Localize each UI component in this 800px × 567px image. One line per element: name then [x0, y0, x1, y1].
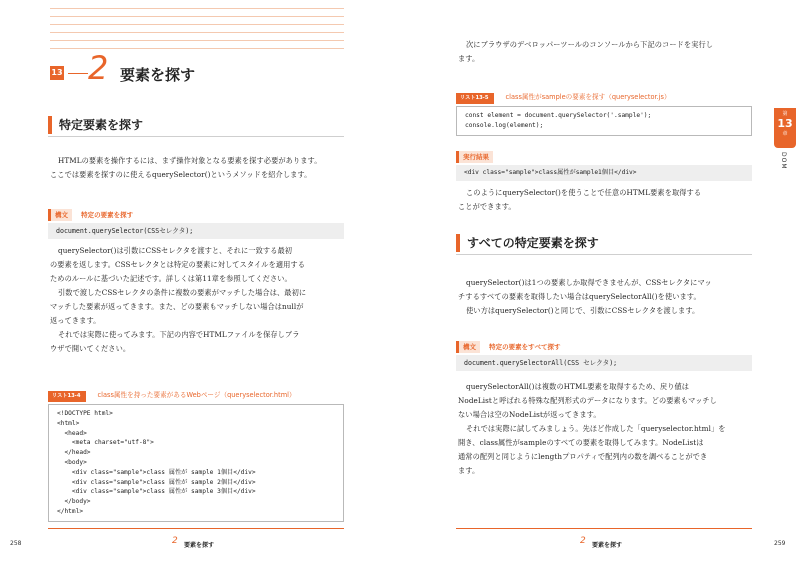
listing-label: リスト13-5: [456, 93, 494, 104]
text-line: querySelector()は1つの要素しか取得できませんが、CSSセレクタにマッ: [466, 278, 712, 287]
code-listing: [456, 84, 752, 136]
footer-section-number: 2: [172, 536, 178, 546]
text-line: マッチした要素が返ってきます。また、どの要素もマッチしない場合はnullが: [50, 302, 304, 311]
listing-code: [48, 404, 344, 522]
header-rule: [50, 40, 344, 41]
header-rule: [50, 8, 344, 9]
paragraph: [458, 186, 758, 214]
paragraph: [50, 244, 350, 356]
code-line: <body>: [57, 458, 87, 466]
text-line: querySelectorAll()は複数のHTML要素を取得するため、戻り値は: [466, 382, 690, 391]
code-line: console.log(element);: [465, 121, 544, 129]
footer-rule: [456, 528, 752, 529]
paragraph: [458, 276, 758, 318]
text-line: 使い方はquerySelector()と同じで、引数にCSSセレクタを渡します。: [466, 306, 700, 315]
text-line: このようにquerySelector()を使うことで任意のHTML要素を取得する: [466, 188, 702, 197]
code-line: <div class="sample">class 属性が sample 1個目</div>: [57, 468, 256, 476]
page-number: 258: [10, 540, 22, 547]
section-rule: [456, 254, 752, 255]
paragraph: [458, 380, 758, 478]
text-line: ます。: [458, 466, 480, 475]
text-line: それでは実際に試してみましょう。先ほど作成した「queryselector.html」を: [466, 424, 726, 433]
section-rule: [48, 136, 344, 137]
text-line: 開き、class属性がsampleのすべての要素を取得してみます。NodeListは: [458, 438, 704, 447]
header-rule: [50, 16, 344, 17]
text-line: ウザで開いてください。: [50, 344, 131, 353]
chapter-side-label: DOM: [780, 152, 787, 170]
code-line: <html>: [57, 419, 80, 427]
text-line: それでは実際に使ってみます。下記の内容でHTMLファイルを保存しブラ: [58, 330, 300, 339]
code-line: </head>: [57, 449, 91, 457]
page-number: 259: [774, 540, 786, 547]
paragraph: [458, 38, 758, 66]
text-line: 次にブラウザのデベロッパーツールのコンソールから下記のコードを実行し: [466, 40, 714, 49]
syntax-tag: 構文: [456, 341, 480, 353]
text-line: ます。: [458, 54, 480, 63]
text-line: チするすべての要素を取得したい場合はquerySelectorAll()を使います。: [458, 292, 701, 301]
text-line: ためのルールに基づいた記述です。詳しくは第11章を参照してください。: [50, 274, 292, 283]
result-code: <div class="sample">class属性がsample1個目</div>: [456, 165, 752, 181]
code-line: <!DOCTYPE html>: [57, 410, 113, 417]
code-line: <div class="sample">class 属性が sample 2個目</div>: [57, 478, 256, 486]
footer-rule: [48, 528, 344, 529]
code-listing: [48, 382, 344, 522]
text-line: 通常の配列と同じようにlengthプロパティで配列内の数を調べることができ: [458, 452, 708, 461]
chapter-tab: [774, 108, 796, 148]
text-line: の要素を返します。CSSセレクタとは特定の要素に対してスタイルを適用する: [50, 260, 306, 269]
text-line: ここでは要素を探すのに使えるquerySelector()というメソッドを紹介します。: [50, 170, 312, 179]
syntax-title: 特定の要素をすべて探す: [489, 343, 561, 351]
page-title: 要素を探す: [120, 66, 196, 84]
result-tag: 実行結果: [456, 151, 493, 163]
right-page: [400, 0, 800, 567]
section-number: 2: [88, 49, 109, 87]
footer-title: 要素を探す: [592, 542, 623, 549]
result-box: [456, 144, 752, 181]
text-line: 返ってきます。: [50, 316, 101, 325]
code-line: <head>: [57, 429, 87, 437]
chapter-tab-label: 第: [782, 111, 788, 117]
code-line: </html>: [57, 507, 84, 515]
text-line: HTMLの要素を操作するには、まず操作対象となる要素を探す必要があります。: [58, 156, 322, 165]
syntax-title: 特定の要素を探す: [81, 211, 134, 219]
text-line: NodeListと呼ばれる特殊な配列形式のデータになります。どの要素もマッチし: [458, 396, 717, 405]
heading-connector: [68, 73, 88, 74]
text-line: ない場合は空のNodeListが返ってきます。: [458, 410, 601, 419]
chapter-tab-number: 13: [777, 117, 793, 130]
listing-code: [456, 106, 752, 136]
footer-section-number: 2: [580, 536, 586, 546]
code-line: <div class="sample">class 属性が sample 3個目</div>: [57, 488, 256, 496]
chapter-tab-label: 章: [782, 131, 788, 137]
code-line: <meta charset="utf-8">: [57, 439, 154, 447]
section-heading: 特定要素を探す: [48, 116, 339, 134]
code-line: const element = document.querySelector('.sample');: [465, 112, 652, 119]
text-line: 引数で渡したCSSセレクタの条件に複数の要素がマッチした場合は、最初に: [58, 288, 307, 297]
footer-title: 要素を探す: [184, 542, 215, 549]
syntax-code: document.querySelectorAll(CSS セレクタ);: [456, 355, 752, 371]
syntax-box: [456, 334, 752, 371]
listing-title: class属性を持った要素があるWebページ（queryselector.html）: [97, 391, 296, 399]
paragraph: [50, 154, 350, 182]
text-line: querySelector()は引数にCSSセレクタを渡すと、それに一致する最初: [58, 246, 293, 255]
header-rule: [50, 24, 344, 25]
text-line: ことができます。: [458, 202, 516, 211]
syntax-tag: 構文: [48, 209, 72, 221]
listing-label: リスト13-4: [48, 391, 86, 402]
listing-title: class属性がsampleの要素を探す（queryselector.js）: [505, 93, 671, 101]
syntax-code: document.querySelector(CSSセレクタ);: [48, 223, 344, 239]
code-line: </body>: [57, 498, 91, 506]
header-rule: [50, 32, 344, 33]
chapter-number-badge: 13: [50, 66, 64, 80]
syntax-box: [48, 202, 344, 239]
section-heading: すべての特定要素を探す: [456, 234, 747, 252]
